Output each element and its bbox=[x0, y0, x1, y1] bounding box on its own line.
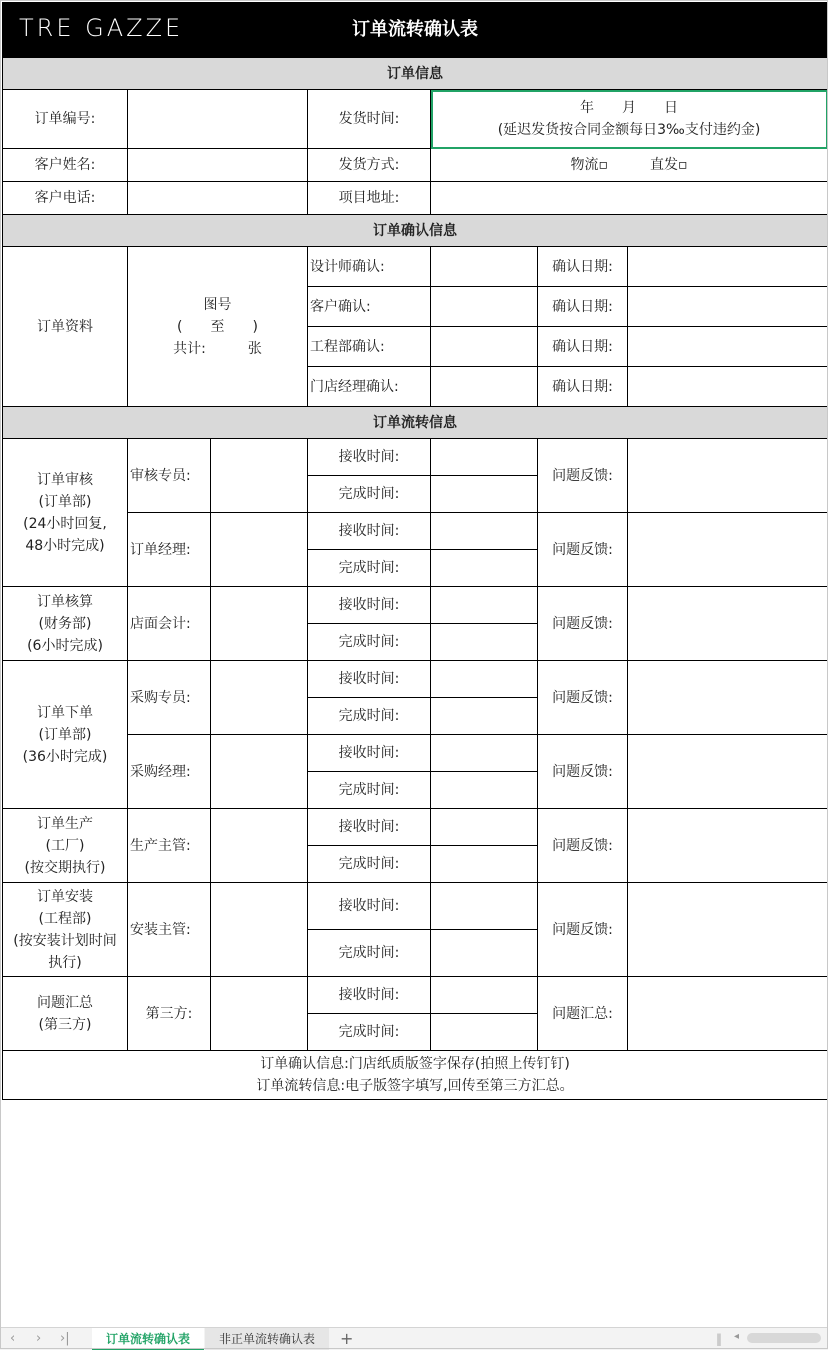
splitter-icon[interactable]: ‖ bbox=[716, 1332, 722, 1346]
ship-method-cell[interactable]: 物流▫ 直发▫ bbox=[431, 149, 828, 182]
confirm-sign-cell[interactable] bbox=[431, 327, 538, 367]
confirm-label: 工程部确认: bbox=[308, 327, 431, 367]
feedback-cell[interactable] bbox=[628, 513, 828, 587]
role-label: 订单经理: bbox=[128, 513, 211, 587]
confirm-label: 设计师确认: bbox=[308, 247, 431, 287]
recv-time-label: 接收时间: bbox=[308, 883, 431, 930]
done-time-cell[interactable] bbox=[431, 476, 538, 513]
feedback-cell[interactable] bbox=[628, 809, 828, 883]
feedback-label: 问题反馈: bbox=[538, 439, 628, 513]
confirm-label: 客户确认: bbox=[308, 287, 431, 327]
feedback-label: 问题反馈: bbox=[538, 661, 628, 735]
section-order-info: 订单信息 bbox=[3, 58, 828, 90]
recv-time-label: 接收时间: bbox=[308, 587, 431, 624]
stage-install-label: 订单安装 (工程部) (按安装计划时间 执行) bbox=[3, 883, 128, 977]
recv-time-cell[interactable] bbox=[431, 977, 538, 1014]
done-time-label: 完成时间: bbox=[308, 930, 431, 977]
last-sheet-icon[interactable]: ›| bbox=[60, 1331, 70, 1346]
confirm-label: 门店经理确认: bbox=[308, 367, 431, 407]
confirm-sign-cell[interactable] bbox=[431, 287, 538, 327]
order-no-cell[interactable] bbox=[128, 90, 308, 149]
doc-label: 订单资料 bbox=[3, 247, 128, 407]
ship-date-value: 年 月 日 bbox=[580, 100, 678, 116]
drawing-range: ( 至 ) bbox=[177, 318, 258, 335]
role-sign-cell[interactable] bbox=[211, 661, 308, 735]
recv-time-label: 接收时间: bbox=[308, 809, 431, 846]
add-sheet-icon[interactable]: + bbox=[340, 1329, 354, 1348]
customer-phone-cell[interactable] bbox=[128, 182, 308, 215]
drawing-total: 共计: 张 bbox=[173, 340, 262, 357]
recv-time-cell[interactable] bbox=[431, 883, 538, 930]
role-label: 采购专员: bbox=[128, 661, 211, 735]
order-no-label: 订单编号: bbox=[3, 90, 128, 149]
recv-time-label: 接收时间: bbox=[308, 513, 431, 550]
sheet-tab-bar bbox=[0, 1327, 828, 1350]
done-time-cell[interactable] bbox=[431, 846, 538, 883]
feedback-label: 问题反馈: bbox=[538, 735, 628, 809]
recv-time-cell[interactable] bbox=[431, 513, 538, 550]
section-order-flow: 订单流转信息 bbox=[3, 407, 828, 439]
role-sign-cell[interactable] bbox=[211, 513, 308, 587]
feedback-cell[interactable] bbox=[628, 735, 828, 809]
note-line-2: 订单流转信息:电子版签字填写,回传至第三方汇总。 bbox=[256, 1078, 574, 1094]
done-time-cell[interactable] bbox=[431, 1014, 538, 1051]
feedback-label: 问题反馈: bbox=[538, 883, 628, 977]
project-addr-cell[interactable] bbox=[431, 182, 828, 215]
stage-summary-label: 问题汇总 (第三方) bbox=[3, 977, 128, 1051]
notes-cell[interactable] bbox=[3, 1051, 828, 1100]
header-bar bbox=[3, 3, 828, 58]
stage-production-label: 订单生产 (工厂) (按交期执行) bbox=[3, 809, 128, 883]
ship-date-note: (延迟发货按合同金额每日3‰支付违约金) bbox=[497, 122, 761, 138]
feedback-cell[interactable] bbox=[628, 661, 828, 735]
stage-finance-label: 订单核算 (财务部) (6小时完成) bbox=[3, 587, 128, 661]
confirm-date-cell[interactable] bbox=[628, 287, 828, 327]
done-time-label: 完成时间: bbox=[308, 846, 431, 883]
done-time-label: 完成时间: bbox=[308, 624, 431, 661]
confirm-sign-cell[interactable] bbox=[431, 367, 538, 407]
recv-time-cell[interactable] bbox=[431, 661, 538, 698]
done-time-label: 完成时间: bbox=[308, 476, 431, 513]
confirm-sign-cell[interactable] bbox=[431, 247, 538, 287]
recv-time-cell[interactable] bbox=[431, 439, 538, 476]
tab-non-order-flow[interactable]: 非正单流转确认表 bbox=[205, 1328, 329, 1350]
recv-time-cell[interactable] bbox=[431, 587, 538, 624]
feedback-cell[interactable] bbox=[628, 587, 828, 661]
done-time-label: 完成时间: bbox=[308, 772, 431, 809]
customer-name-cell[interactable] bbox=[128, 149, 308, 182]
horizontal-scrollbar[interactable] bbox=[747, 1333, 821, 1343]
brand-logo: TRE GAZZE bbox=[19, 14, 184, 42]
confirm-date-label: 确认日期: bbox=[538, 327, 628, 367]
ship-time-label: 发货时间: bbox=[308, 90, 431, 149]
note-line-1: 订单确认信息:门店纸质版签字保存(拍照上传钉钉) bbox=[260, 1056, 570, 1072]
order-form-table bbox=[2, 2, 828, 1100]
role-sign-cell[interactable] bbox=[211, 883, 308, 977]
role-label: 生产主管: bbox=[128, 809, 211, 883]
done-time-cell[interactable] bbox=[431, 624, 538, 661]
project-addr-label: 项目地址: bbox=[308, 182, 431, 215]
feedback-label: 问题反馈: bbox=[538, 587, 628, 661]
stage-review-label: 订单审核 (订单部) (24小时回复, 48小时完成) bbox=[3, 439, 128, 587]
feedback-cell[interactable] bbox=[628, 883, 828, 977]
summary-cell[interactable] bbox=[628, 977, 828, 1051]
confirm-date-label: 确认日期: bbox=[538, 367, 628, 407]
role-label: 安装主管: bbox=[128, 883, 211, 977]
done-time-label: 完成时间: bbox=[308, 698, 431, 735]
role-sign-cell[interactable] bbox=[211, 587, 308, 661]
role-label: 采购经理: bbox=[128, 735, 211, 809]
done-time-cell[interactable] bbox=[431, 772, 538, 809]
confirm-date-label: 确认日期: bbox=[538, 247, 628, 287]
recv-time-label: 接收时间: bbox=[308, 735, 431, 772]
drawing-cell[interactable] bbox=[128, 247, 308, 407]
confirm-date-cell[interactable] bbox=[628, 367, 828, 407]
recv-time-label: 接收时间: bbox=[308, 661, 431, 698]
role-sign-cell[interactable] bbox=[211, 977, 308, 1051]
customer-name-label: 客户姓名: bbox=[3, 149, 128, 182]
confirm-date-cell[interactable] bbox=[628, 247, 828, 287]
spreadsheet-area bbox=[2, 2, 827, 1100]
role-label: 第三方: bbox=[128, 977, 211, 1051]
scroll-left-icon[interactable]: ◂ bbox=[734, 1331, 740, 1342]
ship-method-label: 发货方式: bbox=[308, 149, 431, 182]
done-time-label: 完成时间: bbox=[308, 1014, 431, 1051]
role-label: 审核专员: bbox=[128, 439, 211, 513]
recv-time-label: 接收时间: bbox=[308, 439, 431, 476]
customer-phone-label: 客户电话: bbox=[3, 182, 128, 215]
role-sign-cell[interactable] bbox=[211, 439, 308, 513]
tab-order-flow[interactable]: 订单流转确认表 bbox=[92, 1328, 204, 1350]
done-time-cell[interactable] bbox=[431, 930, 538, 977]
summary-label: 问题汇总: bbox=[538, 977, 628, 1051]
feedback-label: 问题反馈: bbox=[538, 513, 628, 587]
confirm-date-cell[interactable] bbox=[628, 327, 828, 367]
recv-time-cell[interactable] bbox=[431, 809, 538, 846]
prev-sheet-icon[interactable]: ‹ bbox=[10, 1331, 16, 1346]
drawing-no: 图号 bbox=[203, 296, 232, 313]
feedback-label: 问题反馈: bbox=[538, 809, 628, 883]
section-order-confirm: 订单确认信息 bbox=[3, 215, 828, 247]
done-time-cell[interactable] bbox=[431, 698, 538, 735]
done-time-cell[interactable] bbox=[431, 550, 538, 587]
ship-date-cell[interactable] bbox=[431, 90, 828, 149]
recv-time-cell[interactable] bbox=[431, 735, 538, 772]
recv-time-label: 接收时间: bbox=[308, 977, 431, 1014]
confirm-date-label: 确认日期: bbox=[538, 287, 628, 327]
role-label: 店面会计: bbox=[128, 587, 211, 661]
done-time-label: 完成时间: bbox=[308, 550, 431, 587]
role-sign-cell[interactable] bbox=[211, 735, 308, 809]
feedback-cell[interactable] bbox=[628, 439, 828, 513]
page-title: 订单流转确认表 bbox=[352, 18, 478, 40]
stage-purchase-label: 订单下单 (订单部) (36小时完成) bbox=[3, 661, 128, 809]
next-sheet-icon[interactable]: › bbox=[36, 1331, 42, 1346]
role-sign-cell[interactable] bbox=[211, 809, 308, 883]
